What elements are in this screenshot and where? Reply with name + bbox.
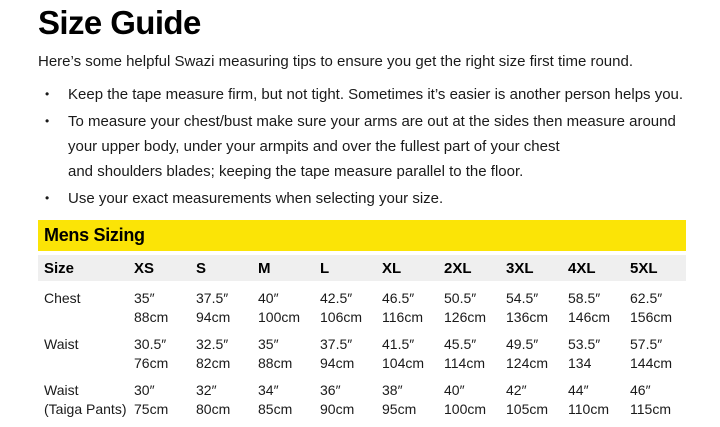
inches-value: 42″ <box>506 382 527 398</box>
cm-value: 146cm <box>568 309 611 325</box>
cm-value: 126cm <box>444 309 487 325</box>
cm-value: 100cm <box>444 401 487 417</box>
row-label-line1: Waist <box>44 336 79 352</box>
size-cell <box>444 381 506 419</box>
cm-value: 95cm <box>382 401 417 417</box>
row-label-line2 <box>44 354 134 373</box>
inches-value: 46.5″ <box>382 290 415 306</box>
inches-value: 32″ <box>196 382 217 398</box>
size-cell <box>320 381 382 419</box>
size-cell <box>506 381 568 419</box>
bullet-icon: • <box>45 114 50 128</box>
cm-value: 82cm <box>196 355 231 371</box>
row-label-line1: Chest <box>44 290 81 306</box>
size-cell <box>134 381 196 419</box>
page-title: Size Guide <box>38 4 201 41</box>
inches-value: 40″ <box>444 382 465 398</box>
cm-value: 106cm <box>320 309 363 325</box>
cm-value: 80cm <box>196 401 231 417</box>
cm-value: 134 <box>568 355 592 371</box>
cm-value: 100cm <box>258 309 301 325</box>
inches-value: 53.5″ <box>568 336 601 352</box>
cm-value: 116cm <box>382 309 423 325</box>
measuring-tips-list <box>38 82 686 211</box>
cm-value: 88cm <box>258 355 293 371</box>
cm-value: 85cm <box>258 401 293 417</box>
size-cell <box>444 335 506 373</box>
size-cell <box>630 289 692 327</box>
cm-value: 88cm <box>134 309 169 325</box>
tip-item-1 <box>38 82 686 107</box>
inches-value: 44″ <box>568 382 589 398</box>
table-row-waist-taiga-pants <box>38 381 686 419</box>
size-cell <box>568 381 630 419</box>
row-label <box>44 335 134 373</box>
cm-value: 94cm <box>196 309 231 325</box>
tip-line: Use your exact measurements when selecting your size. <box>68 190 444 207</box>
column-header-xl: XL <box>382 259 402 277</box>
inches-value: 49.5″ <box>506 336 539 352</box>
column-header-5xl: 5XL <box>630 259 658 277</box>
size-cell <box>630 335 692 373</box>
size-cell <box>382 381 444 419</box>
row-label-line1: Waist <box>44 382 79 398</box>
inches-value: 30″ <box>134 382 155 398</box>
size-cell <box>196 381 258 419</box>
inches-value: 35″ <box>134 290 155 306</box>
inches-value: 37.5″ <box>320 336 353 352</box>
cm-value: 104cm <box>382 355 425 371</box>
cm-value: 76cm <box>134 355 169 371</box>
column-header-s: S <box>196 259 207 277</box>
inches-value: 32.5″ <box>196 336 229 352</box>
inches-value: 36″ <box>320 382 341 398</box>
inches-value: 37.5″ <box>196 290 229 306</box>
tip-line: and shoulders blades; keeping the tape measure parallel to the floor. <box>68 163 524 180</box>
tip-line: your upper body, under your armpits and over the fullest part of your chest <box>68 138 560 155</box>
column-header-4xl: 4XL <box>568 259 596 277</box>
size-cell <box>258 289 320 327</box>
size-cell <box>258 381 320 419</box>
mens-sizing-section-bar <box>38 220 686 251</box>
bullet-icon: • <box>45 191 50 205</box>
intro-text: Here’s some helpful Swazi measuring tips to ensure you get the right size first time round. <box>38 53 634 70</box>
inches-value: 58.5″ <box>568 290 601 306</box>
size-cell <box>382 335 444 373</box>
inches-value: 54.5″ <box>506 290 539 306</box>
row-label <box>44 289 134 327</box>
size-cell <box>258 335 320 373</box>
cm-value: 136cm <box>506 309 549 325</box>
cm-value: 90cm <box>320 401 355 417</box>
size-cell <box>506 335 568 373</box>
size-cell <box>568 335 630 373</box>
row-label <box>44 381 134 419</box>
size-cell <box>134 335 196 373</box>
column-header-2xl: 2XL <box>444 259 472 277</box>
row-label-line2 <box>44 308 134 327</box>
cm-value: 156cm <box>630 309 673 325</box>
tip-item-2 <box>38 109 686 184</box>
bullet-icon: • <box>45 87 50 101</box>
column-header-3xl: 3XL <box>506 259 534 277</box>
tip-item-3 <box>38 186 686 211</box>
table-row-waist <box>38 335 686 373</box>
inches-value: 40″ <box>258 290 279 306</box>
tip-line: Keep the tape measure firm, but not tight. Sometimes it’s easier is another person helps you. <box>68 86 684 103</box>
column-header-xs: XS <box>134 259 155 277</box>
size-cell <box>568 289 630 327</box>
cm-value: 114cm <box>444 355 485 371</box>
size-table <box>38 255 686 419</box>
inches-value: 38″ <box>382 382 403 398</box>
inches-value: 42.5″ <box>320 290 353 306</box>
size-table-header-row <box>38 255 686 281</box>
tip-line: To measure your chest/bust make sure your arms are out at the sides then measure around <box>68 113 676 130</box>
cm-value: 105cm <box>506 401 549 417</box>
size-cell <box>196 289 258 327</box>
inches-value: 34″ <box>258 382 279 398</box>
cm-value: 94cm <box>320 355 355 371</box>
size-cell <box>320 289 382 327</box>
inches-value: 62.5″ <box>630 290 663 306</box>
inches-value: 45.5″ <box>444 336 477 352</box>
section-title: Mens Sizing <box>44 225 145 245</box>
cm-value: 75cm <box>134 401 169 417</box>
column-header-size: Size <box>44 259 75 277</box>
size-cell <box>630 381 692 419</box>
row-label-line2: (Taiga Pants) <box>44 401 127 417</box>
inches-value: 46″ <box>630 382 651 398</box>
size-cell <box>444 289 506 327</box>
cm-value: 115cm <box>630 401 671 417</box>
inches-value: 41.5″ <box>382 336 415 352</box>
cm-value: 124cm <box>506 355 549 371</box>
size-cell <box>320 335 382 373</box>
inches-value: 35″ <box>258 336 279 352</box>
inches-value: 30.5″ <box>134 336 167 352</box>
inches-value: 50.5″ <box>444 290 477 306</box>
cm-value: 144cm <box>630 355 673 371</box>
inches-value: 57.5″ <box>630 336 663 352</box>
column-header-l: L <box>320 259 330 277</box>
table-row-chest <box>38 289 686 327</box>
size-cell <box>506 289 568 327</box>
column-header-m: M <box>258 259 271 277</box>
size-cell <box>134 289 196 327</box>
cm-value: 110cm <box>568 401 609 417</box>
size-cell <box>382 289 444 327</box>
size-cell <box>196 335 258 373</box>
